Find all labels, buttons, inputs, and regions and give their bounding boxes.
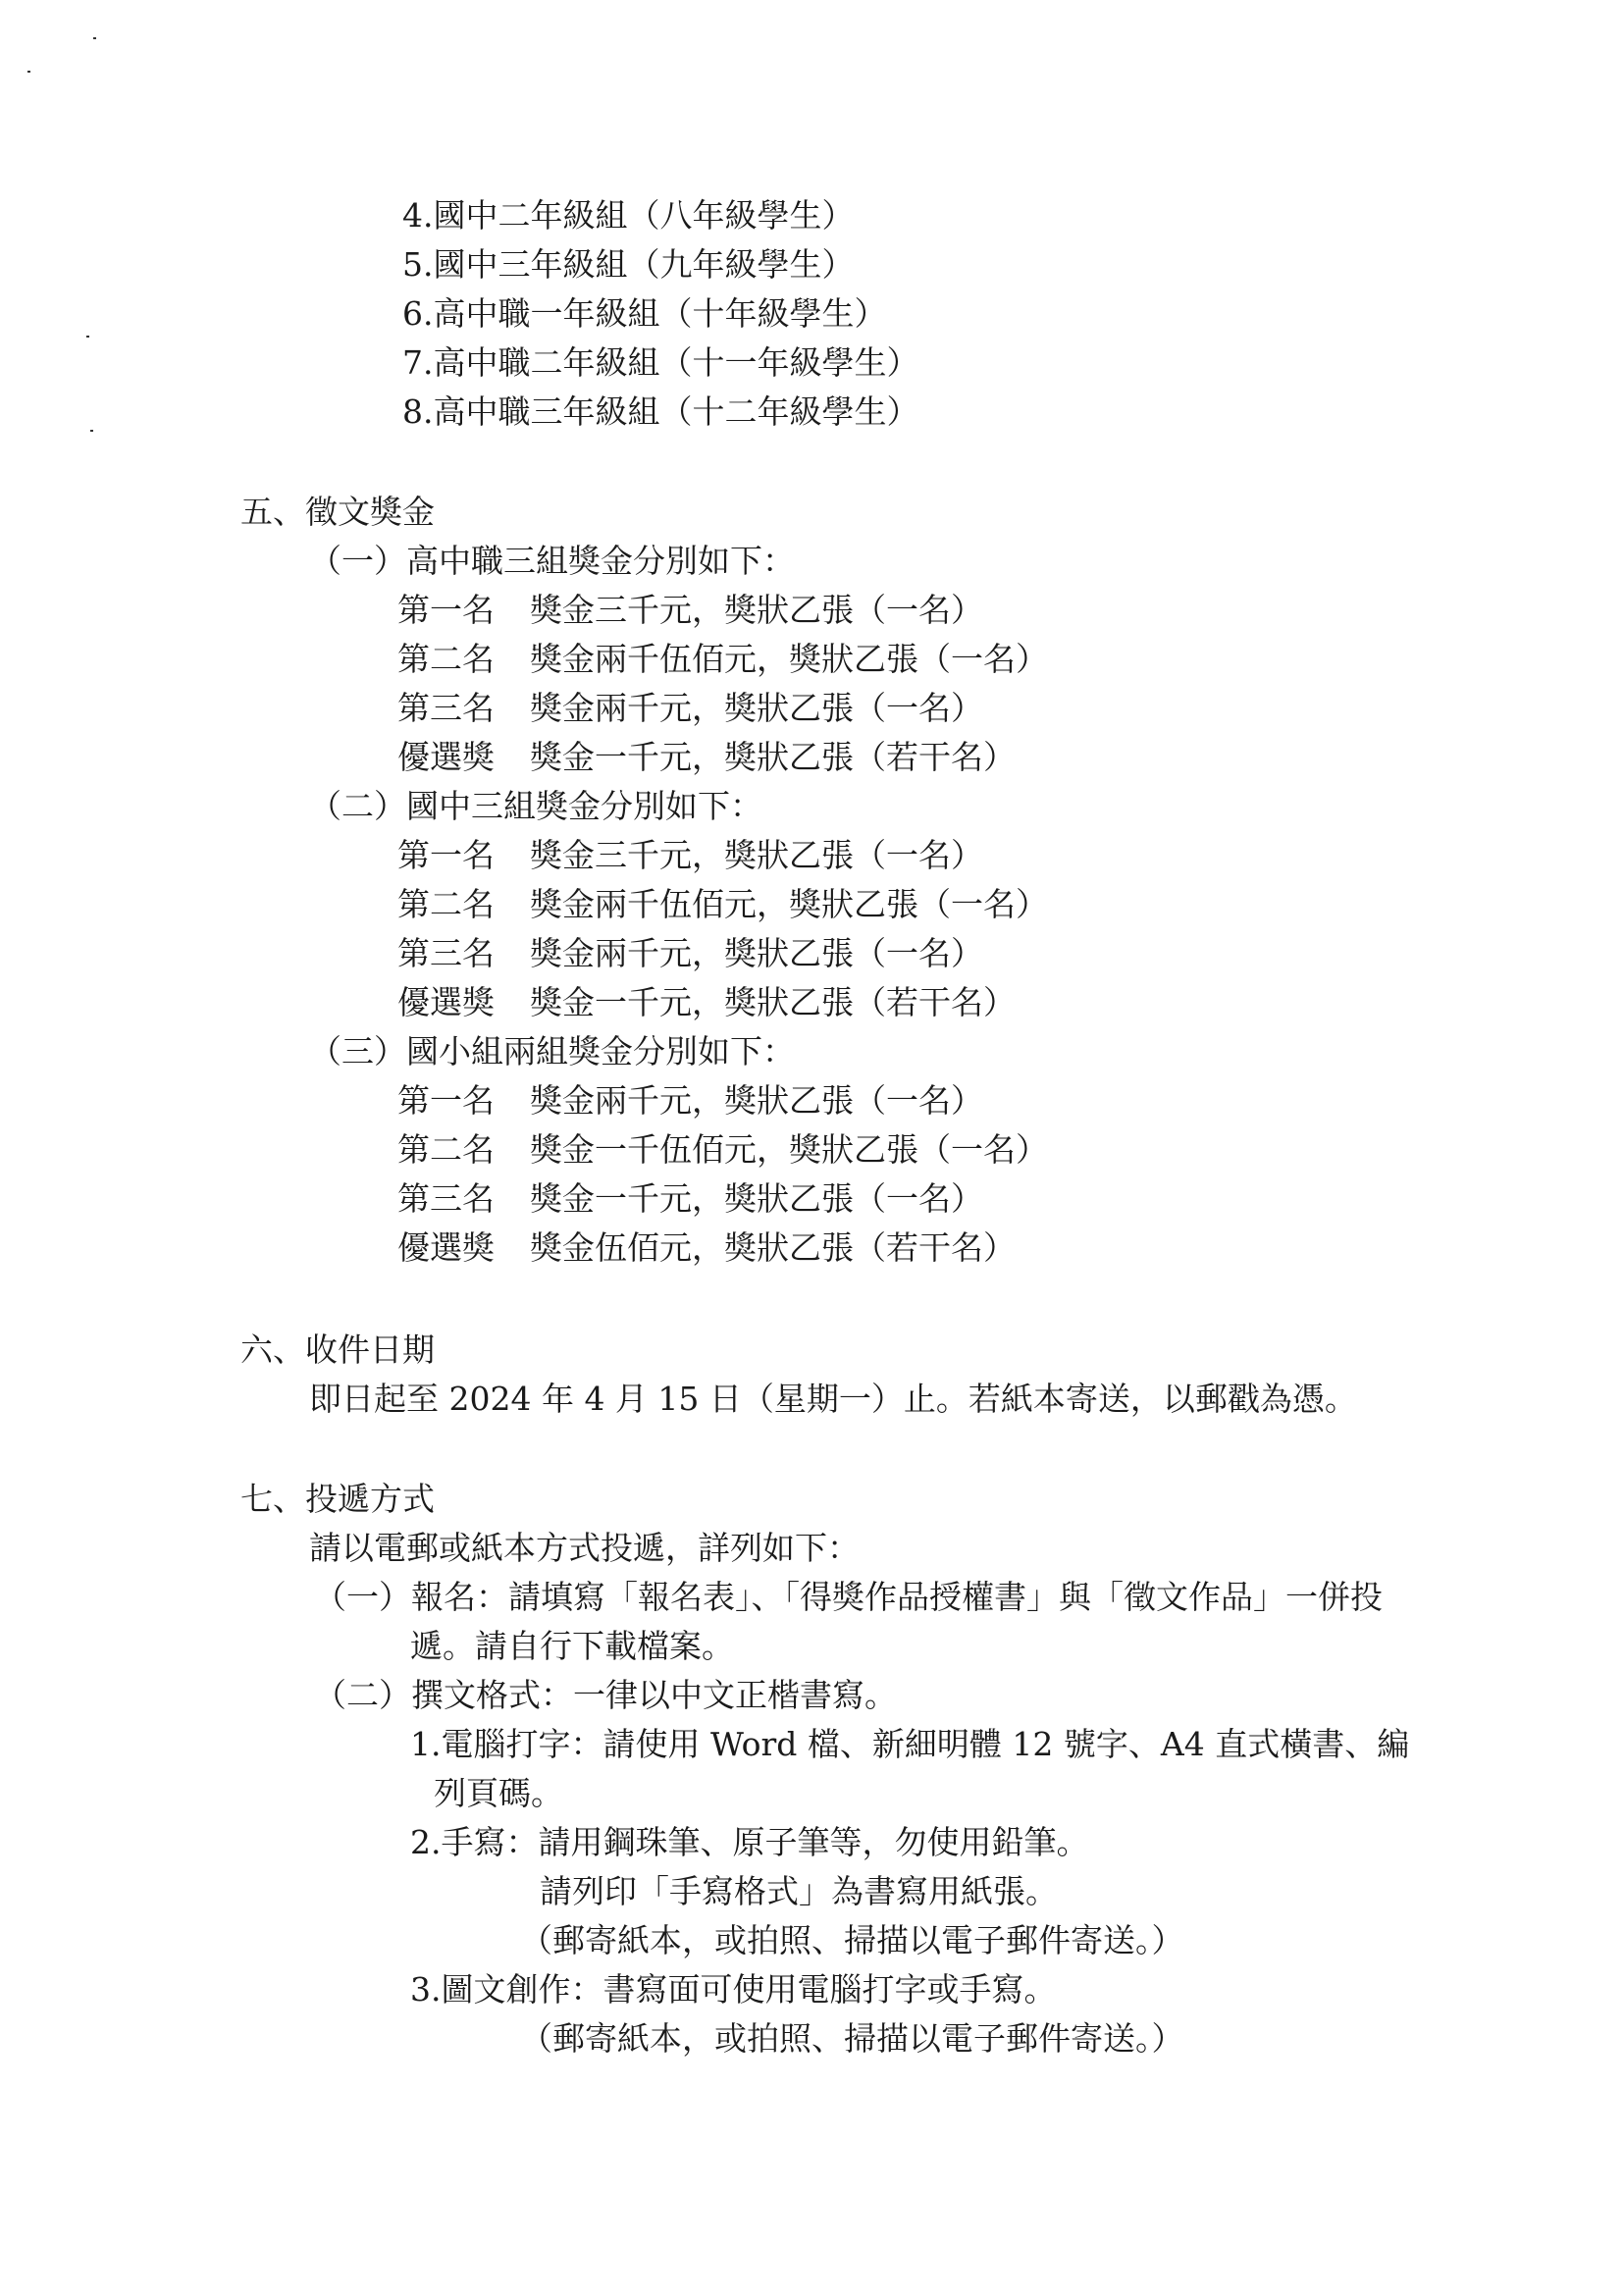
prize-rank: 優選獎 xyxy=(397,1228,495,1267)
prize-row xyxy=(397,689,983,728)
group-item: 7.高中職二年級組（十一年級學生） xyxy=(402,343,919,382)
subsection-title: （二）國中三組獎金分別如下： xyxy=(309,787,762,825)
format-handwriting-paper: 請列印「手寫格式」為書寫用紙張。 xyxy=(540,1872,1058,1910)
prize-rank: 第二名 xyxy=(397,885,495,923)
section-heading: 七、投遞方式 xyxy=(240,1480,435,1518)
group-item: 8.高中職三年級組（十二年級學生） xyxy=(402,392,919,431)
format-handwriting: 2.手寫：請用鋼珠筆、原子筆等，勿使用鉛筆。 xyxy=(410,1823,1089,1861)
prize-row xyxy=(397,1081,983,1121)
section-heading: 六、收件日期 xyxy=(240,1331,435,1369)
prize-desc: 獎金一千伍佰元，獎狀乙張（一名） xyxy=(530,1130,1048,1169)
prize-row xyxy=(397,1130,1048,1170)
prize-desc: 獎金兩千元，獎狀乙張（一名） xyxy=(530,689,983,727)
section-heading: 五、徵文獎金 xyxy=(240,493,435,531)
prize-rank: 第二名 xyxy=(397,1130,495,1169)
prize-row xyxy=(397,836,983,875)
prize-row xyxy=(397,1228,1016,1268)
prize-rank: 第一名 xyxy=(397,836,495,874)
prize-rank: 優選獎 xyxy=(397,738,495,776)
subsection-title: （三）國小組兩組獎金分別如下： xyxy=(309,1032,795,1070)
prize-desc: 獎金三千元，獎狀乙張（一名） xyxy=(530,836,983,874)
prize-desc: 獎金一千元，獎狀乙張（一名） xyxy=(530,1179,983,1218)
prize-row xyxy=(397,640,1048,679)
scan-speck xyxy=(90,430,93,432)
registration-text-cont: 遞。請自行下載檔案。 xyxy=(410,1627,734,1665)
format-handwriting-send: （郵寄紙本，或拍照、掃描以電子郵件寄送。） xyxy=(520,1921,1184,1959)
prize-desc: 獎金兩千元，獎狀乙張（一名） xyxy=(530,934,983,972)
prize-desc: 獎金兩千元，獎狀乙張（一名） xyxy=(530,1081,983,1120)
prize-rank: 第三名 xyxy=(397,1179,495,1218)
prize-desc: 獎金兩千伍佰元，獎狀乙張（一名） xyxy=(530,640,1048,678)
prize-row xyxy=(397,885,1048,924)
prize-row xyxy=(397,591,983,630)
prize-rank: 第一名 xyxy=(397,1081,495,1120)
prize-row xyxy=(397,934,983,973)
prize-rank: 優選獎 xyxy=(397,983,495,1021)
scan-speck xyxy=(86,336,89,338)
format-illustrated-send: （郵寄紙本，或拍照、掃描以電子郵件寄送。） xyxy=(520,2019,1184,2058)
group-item: 6.高中職一年級組（十年級學生） xyxy=(402,294,887,333)
group-item: 5.國中三年級組（九年級學生） xyxy=(402,245,855,284)
registration-text: （一）報名：請填寫「報名表」、「得獎作品授權書」與「徵文作品」一併投 xyxy=(314,1578,1383,1616)
prize-desc: 獎金一千元，獎狀乙張（若干名） xyxy=(530,983,1016,1021)
submission-intro: 請以電郵或紙本方式投遞，詳列如下： xyxy=(309,1529,860,1567)
prize-desc: 獎金一千元，獎狀乙張（若干名） xyxy=(530,738,1016,776)
prize-row xyxy=(397,738,1016,777)
prize-row xyxy=(397,1179,983,1219)
prize-row xyxy=(397,983,1016,1022)
prize-rank: 第二名 xyxy=(397,640,495,678)
scan-speck xyxy=(27,71,30,73)
prize-desc: 獎金伍佰元，獎狀乙張（若干名） xyxy=(530,1228,1016,1267)
prize-rank: 第一名 xyxy=(397,591,495,629)
format-illustrated: 3.圖文創作：書寫面可使用電腦打字或手寫。 xyxy=(410,1970,1057,2009)
group-item: 4.國中二年級組（八年級學生） xyxy=(402,196,855,235)
format-title: （二）撰文格式：一律以中文正楷書寫。 xyxy=(314,1676,897,1714)
format-typing-cont: 列頁碼。 xyxy=(434,1774,563,1812)
prize-rank: 第三名 xyxy=(397,689,495,727)
prize-desc: 獎金三千元，獎狀乙張（一名） xyxy=(530,591,983,629)
format-typing: 1.電腦打字：請使用 Word 檔、新細明體 12 號字、A4 直式橫書、編 xyxy=(410,1725,1410,1763)
prize-rank: 第三名 xyxy=(397,934,495,972)
prize-desc: 獎金兩千伍佰元，獎狀乙張（一名） xyxy=(530,885,1048,923)
subsection-title: （一）高中職三組獎金分別如下： xyxy=(309,542,795,580)
scan-speck xyxy=(93,37,96,39)
deadline-text: 即日起至 2024 年 4 月 15 日（星期一）止。若紙本寄送，以郵戳為憑。 xyxy=(309,1380,1357,1418)
